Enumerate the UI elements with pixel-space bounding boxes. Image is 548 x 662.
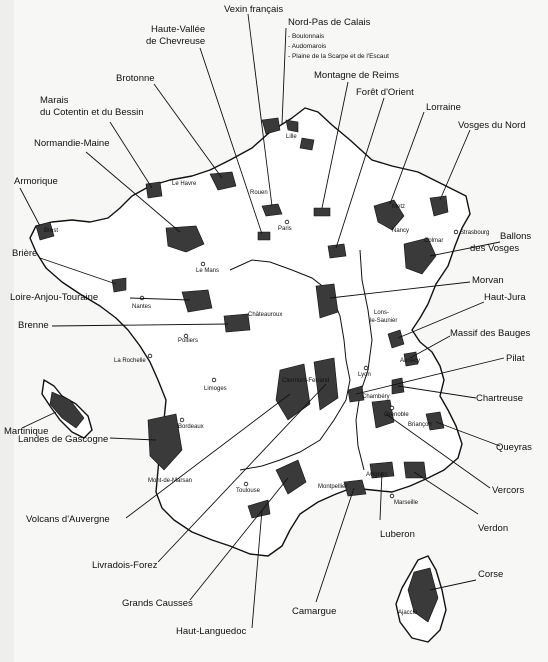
leader-camargue [316,488,354,602]
city-colmar: Colmar [424,238,444,244]
label-loire-anjou-touraine: Loire-Anjou-Touraine [10,292,99,303]
label-briere: Brière [12,248,38,259]
label-ballons-1: Ballons [500,231,532,242]
park-area-scarpe [300,138,314,150]
city-bordeaux: Bordeaux [178,424,204,430]
city-poitiers: Poitiers [178,338,199,344]
city-le-mans: Le Mans [196,268,220,274]
label-foret-d-orient: Forêt d'Orient [356,87,414,98]
city-briancon: Briançon [408,422,432,428]
city-nantes: Nantes [132,304,152,310]
label-armorique: Armorique [14,176,58,187]
city-dot-bordeaux [180,418,184,422]
label-haute-vallee-1: Haute-Vallée [151,24,206,35]
label-morvan: Morvan [472,275,504,286]
leader-brotonne [154,84,222,178]
leader-armorique [20,188,40,226]
city-dot-paris [285,220,289,224]
label-landes-de-gascogne: Landes de Gascogne [18,434,109,445]
city-marseille: Marseille [394,500,419,506]
label-livradois-forez: Livradois-Forez [92,560,158,571]
label-chartreuse: Chartreuse [476,393,523,404]
city-lons-2: le-Saunier [370,318,398,324]
city-chateauroux: Châteauroux [248,312,283,318]
city-strasbourg: Strasbourg [460,230,490,236]
park-area-morvan [316,284,338,318]
city-dot-la-rochelle [148,354,152,358]
city-brest: Brest [44,228,59,234]
label-ballons-2: des Vosges [470,243,520,254]
city-dot-toulouse [244,482,248,486]
label-normandie-maine: Normandie-Maine [34,138,110,149]
city-montpellier: Montpellier [318,484,348,490]
label-haute-vallee-2: de Chevreuse [146,36,206,47]
leader-verdon [414,472,478,514]
label-queyras: Queyras [496,442,532,453]
label-montagne-de-reims: Montagne de Reims [314,70,400,81]
city-metz: Metz [392,204,406,210]
label-grands-causses: Grands Causses [122,598,193,609]
label-corse: Corse [478,569,504,580]
city-dot-limoges [212,378,216,382]
label-pilat: Pilat [506,353,525,364]
city-annecy: Annecy [400,358,421,364]
label-massif-des-bauges: Massif des Bauges [450,328,531,339]
park-area-audomarois [286,120,298,132]
park-area-reims [314,208,330,216]
label-haut-languedoc: Haut-Languedoc [176,626,247,637]
city-dot-strasbourg [454,230,458,234]
city-rouen: Rouen [250,190,268,196]
city-limoges: Limoges [204,386,227,392]
city-lille: Lille [286,134,297,140]
city-le-havre: Le Havre [172,181,197,187]
label-vosges-du-nord: Vosges du Nord [458,120,526,131]
page-edge-shadow [0,0,14,662]
label-verdon: Verdon [478,523,509,534]
city-nancy: Nancy [392,228,410,234]
label-camargue: Camargue [292,606,337,617]
city-chambery: Chambéry [362,394,390,400]
city-avignon: Avignon [366,472,388,478]
city-la-rochelle: La Rochelle [114,358,146,364]
label-marais-1: Marais [40,95,69,106]
city-lons-1: Lons- [374,310,390,316]
label-plaine-scarpe: - Plaine de la Scarpe et de l'Escaut [288,53,389,60]
park-area-brenne [224,314,250,332]
leader-vosges-nord [440,130,470,200]
label-lorraine: Lorraine [426,102,461,113]
label-volcans-d-auvergne: Volcans d'Auvergne [26,514,110,525]
city-dot-lyon [364,366,368,370]
city-mont-de-marsan: Mont-de-Marsan [148,478,193,484]
city-dot-grenoble [390,406,394,410]
label-nord-pas-de-calais: Nord-Pas de Calais [288,17,371,28]
city-ajaccio: Ajaccio [398,610,418,616]
label-vercors: Vercors [492,485,525,496]
label-brotonne: Brotonne [116,73,155,84]
label-marais-2: du Cotentin et du Bessin [40,107,144,118]
label-martinique: Martinique [4,426,49,437]
leader-nord [282,28,286,124]
city-lyon: Lyon [358,372,371,378]
city-toulouse: Toulouse [236,488,261,494]
city-dot-marseille [390,494,394,498]
park-area-briere [112,278,126,292]
city-dot-le-mans [201,262,205,266]
label-vexin-francais: Vexin français [224,4,284,15]
park-area-chevreuse [258,232,270,240]
park-area-verdon [404,462,426,478]
label-audomarois: - Audomarois [288,43,327,50]
label-haut-jura: Haut-Jura [484,292,526,303]
city-clermont: Clermont-Ferrand [282,378,330,384]
city-paris: Paris [278,226,292,232]
label-boulonnais: - Boulonnais [288,33,325,40]
park-area-marais [146,182,162,198]
label-brenne: Brenne [18,320,49,331]
city-grenoble: Grenoble [384,412,409,418]
label-luberon: Luberon [380,529,415,540]
